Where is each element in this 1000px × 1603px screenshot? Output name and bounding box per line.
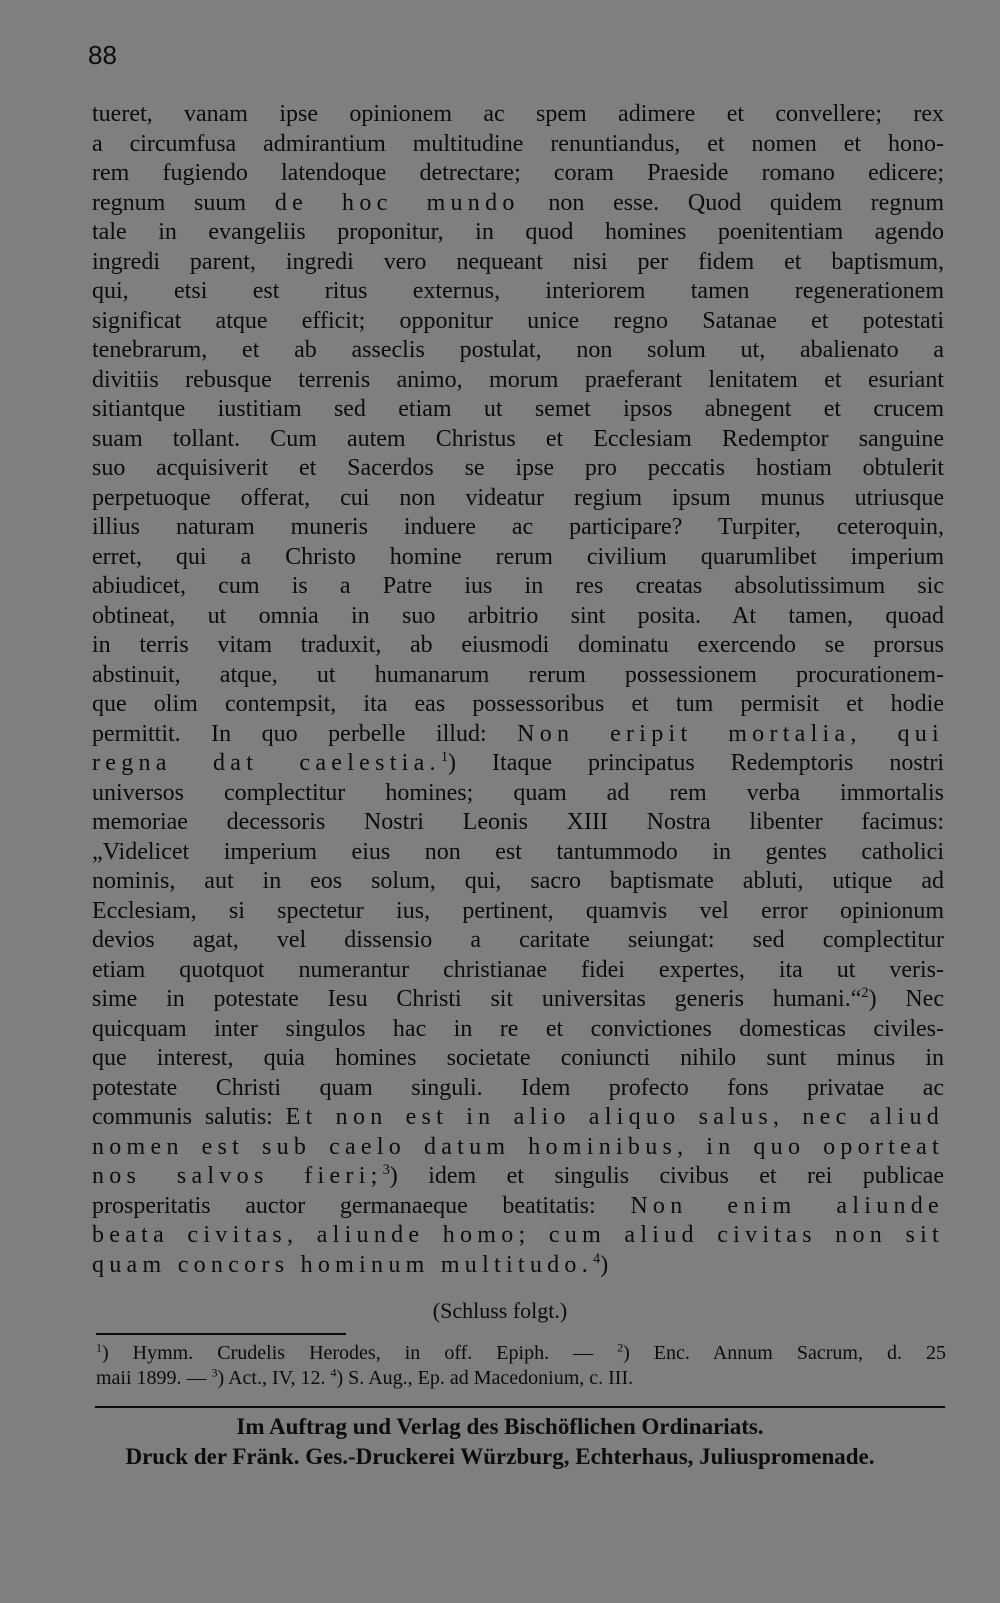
spaced-quote: beata civitas, aliunde homo; cum aliud civitas non sit — [92, 1222, 944, 1248]
text-segment: „Videlicet imperium eius non est tantummodo in gentes catholici — [92, 838, 944, 865]
text-segment: memoriae decessoris Nostri Leonis XIII Nostra libenter facimus: — [92, 809, 944, 835]
text-segment: nominis, aut in eos solum, qui, sacro baptismate abluti, utique ad — [92, 868, 944, 894]
footnote-marker: 1 — [440, 749, 449, 765]
text-segment: prosperitatis auctor germanaeque beatitatis: — [92, 1192, 631, 1219]
footnote-marker: 2 — [861, 985, 869, 1001]
text-line — [96, 1366, 946, 1391]
footnote-marker: 2 — [617, 1340, 624, 1355]
text-segment: etiam quotquot numerantur christianae fidei expertes, ita ut veris- — [92, 956, 944, 983]
text-line — [92, 572, 944, 602]
text-line — [92, 307, 944, 337]
imprint-rule — [95, 1406, 945, 1408]
text-line — [92, 1103, 944, 1133]
text-line — [92, 189, 944, 219]
text-segment: potestate Christi quam singuli. Idem profecto fons privatae ac — [92, 1074, 944, 1101]
spaced-quote: quam concors hominum multitudo. — [92, 1251, 593, 1278]
text-line — [92, 277, 944, 307]
spaced-quote: nos salvos fieri; — [92, 1163, 383, 1189]
text-line — [92, 425, 944, 455]
text-line — [92, 926, 944, 956]
text-line — [92, 1133, 944, 1163]
text-line — [92, 159, 944, 189]
text-line — [92, 838, 944, 868]
spaced-quote: Non enim aliunde — [630, 1192, 944, 1219]
text-segment: quicquam inter singulos hac in re et convictiones domesticas civiles- — [92, 1015, 944, 1042]
text-line — [92, 1074, 944, 1104]
text-segment: abiudicet, cum is a Patre ius in res creatas absolutissimum sic — [92, 573, 944, 599]
text-segment: maii 1899. — — [96, 1367, 212, 1389]
text-line — [92, 395, 944, 425]
imprint-line: Druck der Fränk. Ges.-Druckerei Würzburg, Echterhaus, Juliuspromenade. — [125, 1444, 875, 1469]
text-line — [92, 956, 944, 986]
footnotes — [96, 1341, 946, 1391]
text-segment: suo acquisiverit et Sacerdos se ipse pro peccatis hostiam obtulerit — [92, 455, 944, 481]
imprint-line: Im Auftrag und Verlag des Bischöflichen Ordinariats. — [236, 1414, 764, 1439]
text-segment: sitiantque iustitiam sed etiam ut semet ipsos abnegent et crucem — [92, 396, 944, 422]
text-segment: devios agat, vel dissensio a caritate seiungat: sed complectitur — [92, 927, 944, 953]
text-segment: communis salutis: — [92, 1104, 286, 1130]
text-line — [92, 661, 944, 691]
text-segment: abstinuit, atque, ut humanarum rerum possessionem procurationem- — [92, 661, 944, 688]
text-segment: a circumfusa admirantium multitudine renuntiandus, et nomen et hono- — [92, 130, 944, 157]
spaced-quote: regna dat caelestia. — [92, 750, 441, 776]
text-segment: significat atque efficit; opponitur unice regno Satanae et potestati — [92, 307, 944, 334]
text-segment: qui, etsi est ritus externus, interiorem tamen regenerationem — [92, 278, 944, 304]
text-line — [92, 631, 944, 661]
text-segment: tale in evangeliis proponitur, in quod homines poenitentiam agendo — [92, 219, 944, 245]
text-line — [92, 602, 944, 632]
text-segment: ) S. Aug., Ep. ad Macedonium, c. III. — [336, 1367, 634, 1389]
imprint — [0, 1412, 1000, 1472]
footnote-rule — [96, 1333, 346, 1335]
text-line — [92, 779, 944, 809]
spaced-quote: de hoc mundo — [274, 189, 520, 216]
footnote-marker: 4 — [330, 1365, 337, 1380]
text-segment: perpetuoque offerat, cui non videatur regium ipsum munus utriusque — [92, 484, 944, 511]
footnote-marker: 3 — [382, 1162, 390, 1178]
text-line — [92, 454, 944, 484]
text-segment: ingredi parent, ingredi vero nequeant nisi per fidem et baptismum, — [92, 248, 944, 275]
text-line — [92, 985, 944, 1015]
text-segment: in terris vitam traduxit, ab eiusmodi dominatu exercendo se prorsus — [92, 632, 944, 658]
text-segment: Ecclesiam, si spectetur ius, pertinent, quamvis vel error opinionum — [92, 897, 944, 924]
spaced-quote: Et non est in alio aliquo salus, nec aliud — [285, 1104, 945, 1130]
text-line — [92, 513, 944, 543]
footnote-marker: 3 — [211, 1365, 218, 1380]
page-number: 88 — [88, 40, 117, 70]
text-segment: regnum suum — [92, 189, 275, 216]
text-line — [92, 720, 944, 750]
text-line — [92, 1044, 944, 1074]
text-line — [92, 484, 944, 514]
continuation-note: (Schluss folgt.) — [432, 1298, 568, 1323]
text-segment: tueret, vanam ipse opinionem ac spem adimere et convellere; rex — [92, 101, 944, 127]
text-segment: non esse. Quod quidem regnum — [519, 189, 944, 216]
text-line — [92, 1192, 944, 1222]
text-line — [92, 1162, 944, 1192]
text-segment: erret, qui a Christo homine rerum civilium quarumlibet imperium — [92, 543, 944, 570]
text-segment: sime in potestate Iesu Christi sit universitas generis humani.“ — [92, 986, 862, 1012]
text-line — [92, 100, 944, 130]
text-line — [92, 543, 944, 573]
text-segment: ) Nec — [868, 986, 944, 1012]
main-text — [92, 100, 944, 1280]
text-segment: ) Hymm. Crudelis Herodes, in off. Epiph. — — [102, 1342, 618, 1364]
text-segment: universos complectitur homines; quam ad rem verba immortalis — [92, 779, 944, 806]
text-segment: ) Itaque principatus Redemptoris nostri — [448, 750, 944, 776]
text-segment: illius naturam muneris induere ac participare? Turpiter, ceteroquin, — [92, 514, 944, 540]
text-line — [92, 218, 944, 248]
text-line — [92, 1015, 944, 1045]
text-segment: ) Act., IV, 12. — [217, 1367, 331, 1389]
text-segment: permittit. In quo perbelle illud: — [92, 720, 518, 747]
text-line — [92, 248, 944, 278]
text-segment: que olim contempsit, ita eas possessoribus et tum permisit et hodie — [92, 691, 944, 717]
text-line — [92, 366, 944, 396]
text-line — [92, 1251, 944, 1281]
text-segment: tenebrarum, et ab asseclis postulat, non solum ut, abalienato a — [92, 337, 944, 363]
text-segment: ) idem et singulis civibus et rei publicae — [389, 1163, 944, 1189]
text-line — [92, 749, 944, 779]
text-line — [92, 1221, 944, 1251]
footnote-marker: 4 — [592, 1250, 601, 1267]
text-segment: divitiis rebusque terrenis animo, morum praeferant lenitatem et esuriant — [92, 366, 944, 393]
text-line — [96, 1341, 946, 1366]
spaced-quote: Non eripit mortalia, qui — [517, 720, 944, 747]
spaced-quote: nomen est sub caelo datum hominibus, in quo oporteat — [92, 1133, 944, 1160]
text-segment: suam tollant. Cum autem Christus et Ecclesiam Redemptor sanguine — [92, 425, 944, 452]
text-line — [92, 808, 944, 838]
text-line — [92, 336, 944, 366]
text-line — [92, 130, 944, 160]
text-segment: ) — [600, 1251, 609, 1278]
text-line — [92, 867, 944, 897]
text-line — [92, 897, 944, 927]
text-segment: rem fugiendo latendoque detrectare; coram Praeside romano edicere; — [92, 160, 944, 186]
text-line — [92, 690, 944, 720]
text-segment: obtineat, ut omnia in suo arbitrio sint posita. At tamen, quoad — [92, 602, 944, 629]
text-segment: que interest, quia homines societate coniuncti nihilo sunt minus in — [92, 1045, 944, 1071]
footnote-marker: 1 — [96, 1340, 102, 1355]
text-segment: ) Enc. Annum Sacrum, d. 25 — [623, 1342, 946, 1364]
